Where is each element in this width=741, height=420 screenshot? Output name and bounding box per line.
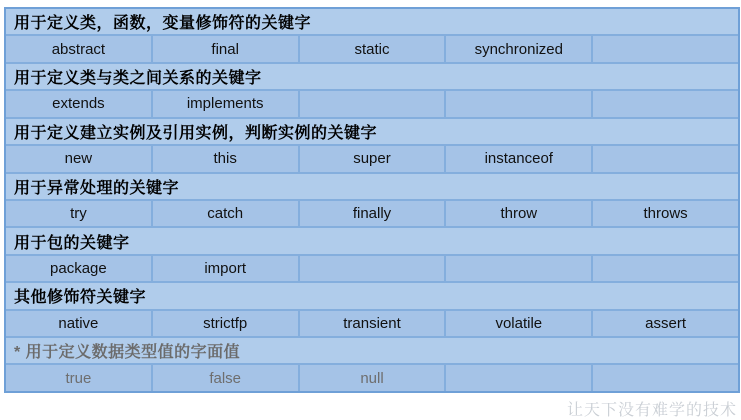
keyword-cell — [591, 256, 738, 281]
keyword-cell: throw — [444, 201, 591, 226]
keyword-cell: super — [298, 146, 445, 171]
keyword-cell — [591, 36, 738, 61]
section-header-label: 用于定义建立实例及引用实例，判断实例的关键字 — [14, 124, 378, 142]
keyword-cell: catch — [151, 201, 298, 226]
keyword-cell — [444, 256, 591, 281]
keyword-row — [6, 199, 738, 226]
keyword-cell: volatile — [444, 311, 591, 336]
keyword-cell: true — [65, 369, 92, 387]
keyword-row — [6, 34, 738, 61]
keyword-cell: try — [70, 205, 87, 223]
keyword-row — [6, 254, 738, 281]
section-header-row — [6, 226, 738, 253]
keyword-cell: synchronized — [444, 36, 591, 61]
keyword-cell: implements — [151, 91, 298, 116]
keyword-cell: finally — [298, 201, 445, 226]
section-header-label: 用于包的关键字 — [14, 234, 130, 252]
keyword-cell: abstract — [51, 40, 106, 58]
keyword-cell: throws — [591, 201, 738, 226]
keyword-row — [6, 363, 738, 390]
keyword-cell: static — [298, 36, 445, 61]
keyword-cell: final — [151, 36, 298, 61]
section-header-label: 其他修饰符关键字 — [14, 289, 147, 307]
keyword-cell — [298, 91, 445, 116]
section-header-label: * 用于定义数据类型值的字面值 — [14, 344, 241, 362]
section-header-row — [6, 281, 738, 308]
watermark: 让天下没有难学的技术 — [566, 402, 737, 419]
section-header-row — [6, 62, 738, 89]
section-header-row — [6, 117, 738, 144]
section-header-row — [6, 9, 738, 34]
section-header-row — [6, 172, 738, 199]
keyword-cell: instanceof — [444, 146, 591, 171]
keyword-cell: strictfp — [151, 311, 298, 336]
keyword-cell: transient — [298, 311, 445, 336]
keyword-cell: extends — [52, 95, 105, 113]
keyword-cell: false — [151, 365, 298, 390]
keyword-row — [6, 89, 738, 116]
keyword-cell: package — [50, 260, 107, 277]
keyword-cell: this — [151, 146, 298, 171]
keyword-cell: assert — [591, 311, 738, 336]
keyword-cell: new — [64, 150, 93, 168]
keyword-row — [6, 144, 738, 171]
keyword-cell: native — [58, 314, 99, 332]
keyword-cell — [591, 146, 738, 171]
keyword-cell — [591, 365, 738, 390]
section-header-label: 用于异常处理的关键字 — [14, 179, 180, 197]
keyword-cell — [591, 91, 738, 116]
section-header-label: 用于定义类，函数，变量修饰符的关键字 — [14, 15, 312, 33]
keyword-row — [6, 309, 738, 336]
section-header-label: 用于定义类与类之间关系的关键字 — [14, 70, 262, 88]
java-keywords-table — [4, 7, 740, 393]
section-header-row-literals — [6, 336, 738, 363]
keyword-cell: import — [151, 256, 298, 281]
keyword-cell — [444, 365, 591, 390]
keyword-cell: null — [298, 365, 445, 390]
keyword-cell — [444, 91, 591, 116]
keyword-cell — [298, 256, 445, 281]
